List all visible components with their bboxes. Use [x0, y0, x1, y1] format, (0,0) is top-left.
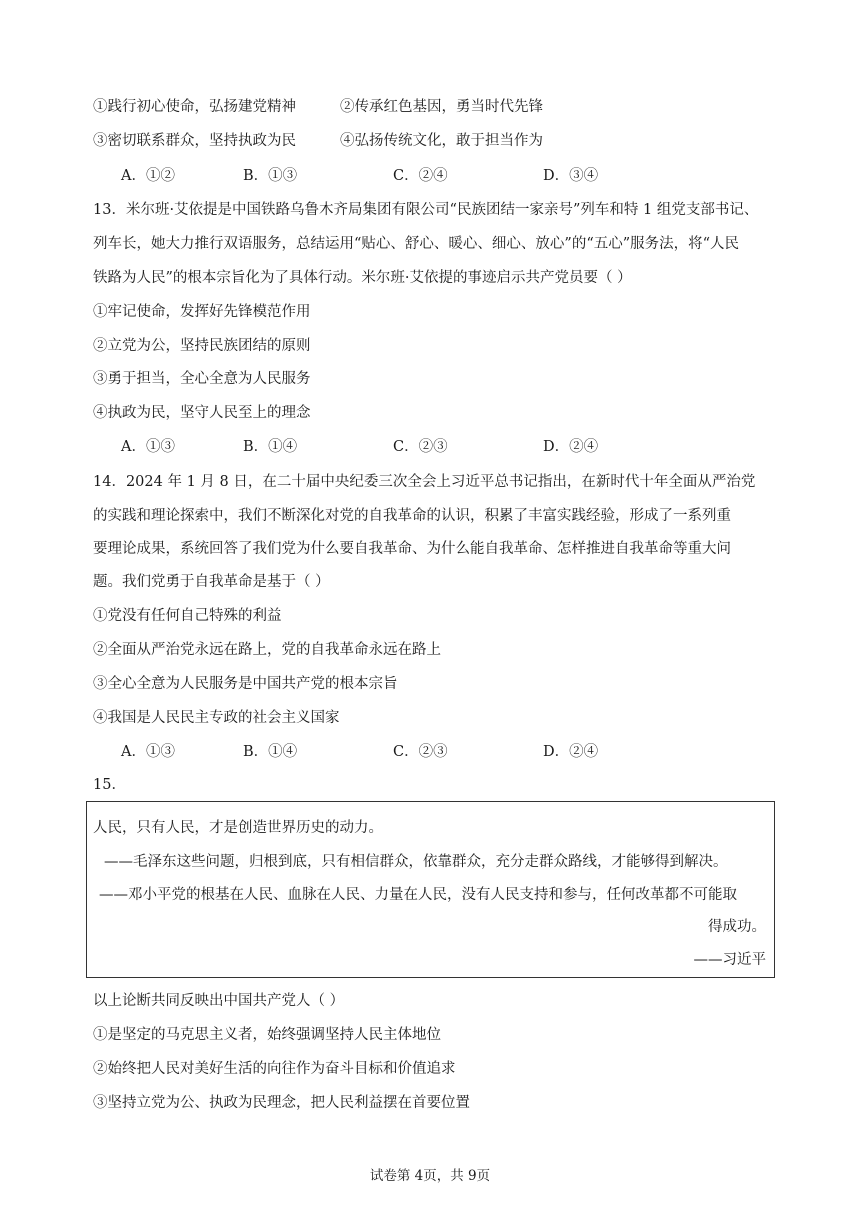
q14-statement-3: ③全心全意为人民服务是中国共产党的根本宗旨 [93, 676, 398, 692]
q15-statement-3: ③坚持立党为公、执政为民理念，把人民利益摆在首要位置 [93, 1095, 470, 1111]
q13-statement-3: ③勇于担当，全心全意为人民服务 [93, 371, 311, 387]
q13-option-d: D．②④ [543, 439, 599, 455]
q12-option-b: B．①③ [243, 168, 298, 184]
q15-statement-2: ②始终把人民对美好生活的向往作为奋斗目标和价值追求 [93, 1061, 456, 1077]
q13-option-c: C．②③ [393, 439, 448, 455]
q13-stem-line-2: 列车长，她大力推行双语服务，总结运用“贴心、舒心、暖心、细心、放心”的“五心”服务法，将“人民 [93, 236, 740, 252]
q15-stem: 以上论断共同反映出中国共产党人（ ） [93, 993, 345, 1009]
q12-statement-row-1 [0, 97, 860, 117]
q12-statement-3: ③密切联系群众，坚持执政为民 [93, 133, 296, 149]
q13-stem-line-3: 铁路为人民”的根本宗旨化为了具体行动。米尔班·艾依提的事迹启示共产党员要（ ） [93, 270, 632, 286]
q12-statement-row-2 [0, 131, 860, 151]
q15-statement-1: ①是坚定的马克思主义者，始终强调坚持人民主体地位 [93, 1027, 441, 1043]
q12-option-a: A．①② [121, 168, 175, 184]
q15-quote-line-3: ——邓小平党的根基在人民、血脉在人民、力量在人民，没有人民支持和参与，任何改革都不可能取 [99, 887, 737, 903]
page-footer: 试卷第 4页，共 9页 [369, 1168, 491, 1184]
q13-option-b: B．①④ [243, 439, 298, 455]
q14-options [0, 742, 860, 762]
q12-option-c: C．②④ [393, 168, 448, 184]
q14-stem-line-4: 题。我们党勇于自我革命是基于（ ） [93, 574, 330, 590]
q15-quote-attribution: ——习近平 [693, 952, 766, 968]
q13-statement-2: ②立党为公，坚持民族团结的原则 [93, 338, 311, 354]
q12-statement-4: ④弘扬传统文化，敢于担当作为 [340, 133, 543, 149]
q12-statement-2: ②传承红色基因，勇当时代先锋 [340, 99, 543, 115]
q12-options [0, 166, 860, 186]
q14-stem-line-3: 要理论成果，系统回答了我们党为什么要自我革命、为什么能自我革命、怎样推进自我革命等重大问 [93, 541, 731, 557]
q15-number: 15． [93, 777, 126, 793]
q14-statement-4: ④我国是人民民主专政的社会主义国家 [93, 710, 340, 726]
q14-option-d: D．②④ [543, 744, 599, 760]
q14-stem-line-2: 的实践和理论探索中，我们不断深化对党的自我革命的认识，积累了丰富实践经验，形成了一系列重 [93, 508, 731, 524]
q14-stem-line-1: 14．2024 年 1 月 8 日，在二十届中央纪委三次全会上习近平总书记指出，在新时代十年全面从严治党 [93, 474, 756, 490]
q13-statement-4: ④执政为民，坚守人民至上的理念 [93, 405, 311, 421]
q15-quote-line-2: ——毛泽东这些问题，归根到底，只有相信群众，依靠群众，充分走群众路线，才能够得到解决。 [104, 854, 728, 870]
q14-option-a: A．①③ [121, 744, 175, 760]
q13-options [0, 437, 860, 457]
q13-statement-1: ①牢记使命，发挥好先锋模范作用 [93, 304, 311, 320]
q12-option-d: D．③④ [543, 168, 599, 184]
q14-statement-2: ②全面从严治党永远在路上，党的自我革命永远在路上 [93, 642, 441, 658]
q14-option-b: B．①④ [243, 744, 298, 760]
q14-statement-1: ①党没有任何自己特殊的利益 [93, 608, 282, 624]
q15-quote-line-4: 得成功。 [708, 919, 766, 935]
q14-option-c: C．②③ [393, 744, 448, 760]
q15-quote-line-1: 人民，只有人民，才是创造世界历史的动力。 [93, 820, 383, 836]
q13-stem-line-1: 13．米尔班·艾依提是中国铁路乌鲁木齐局集团有限公司“民族团结一家亲号”列车和特 1 组党支部书记、 [93, 202, 759, 218]
q12-statement-1: ①践行初心使命，弘扬建党精神 [93, 99, 296, 115]
q13-option-a: A．①③ [121, 439, 175, 455]
